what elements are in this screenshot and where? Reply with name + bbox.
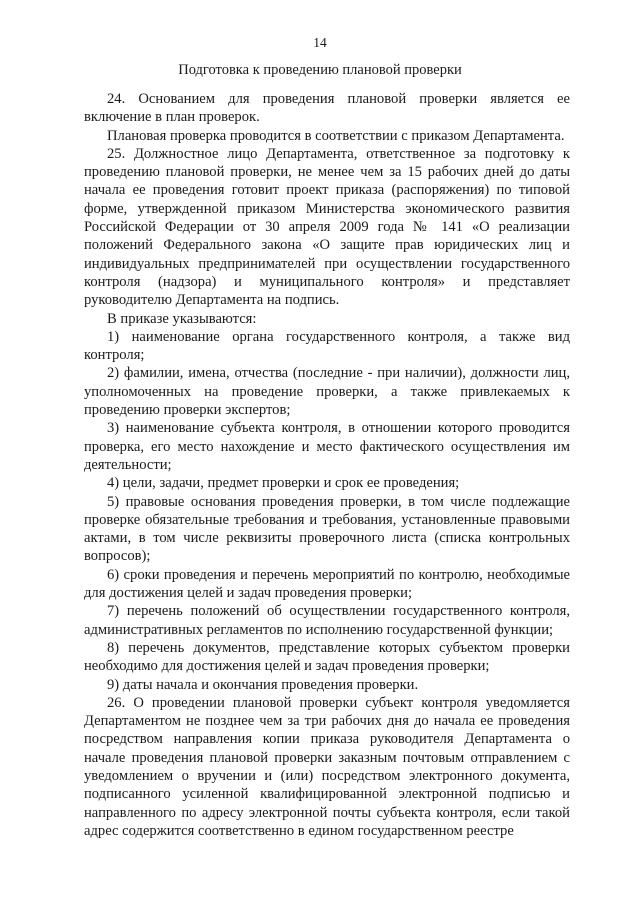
page-number: 14 xyxy=(313,35,327,50)
list-item: 5) правовые основания проведения проверки, в том числе подлежащие проверке обязательные требования и требования, установленные правовыми актами, в том числе реквизиты проверочного листа (списка контрольных вопросов); xyxy=(84,493,570,565)
paragraph: В приказе указываются: xyxy=(107,310,257,327)
list-item: 8) перечень документов, представление которых субъектом проверки необходимо для достижения целей и задач проведения проверки; xyxy=(84,639,570,675)
list-item: 7) перечень положений об осуществлении государственного контроля, административных регламентов по исполнению государственной функции; xyxy=(84,603,570,638)
list-item: 6) сроки проведения и перечень мероприятий по контролю, необходимые для достижения целей и задач проведения проверки; xyxy=(84,566,570,602)
document-body xyxy=(84,90,570,840)
list-item: 3) наименование субъекта контроля, в отношении которого проводится проверка, его место нахождение и место фактического осуществления им деятельности; xyxy=(84,420,570,473)
paragraph: 24. Основанием для проведения плановой проверки является ее включение в план проверок. xyxy=(84,91,570,126)
paragraph: 26. О проведении плановой проверки субъект контроля уведомляется Департаментом не позднее чем за три рабочих дня до начала ее проведения посредством направления копии приказа руководителя Департамента о начале проведения плановой проверки заказным почтовым отправлением с уведомлением о вручении и (или) посредством электронного документа, подписанного усиленной квалифицированной электронной подписью и направленного по адресу электронной почты субъекта контроля, если такой адрес содержится соответственно в едином государственном реестре xyxy=(84,694,570,839)
paragraph: Плановая проверка проводится в соответствии с приказом Департамента. xyxy=(107,127,565,144)
list-item: 4) цели, задачи, предмет проверки и срок ее проведения; xyxy=(107,475,460,492)
section-title: Подготовка к проведению плановой проверки xyxy=(178,62,462,78)
list-item: 1) наименование органа государственного контроля, а также вид контроля; xyxy=(84,328,570,364)
list-item: 9) даты начала и окончания проведения проверки. xyxy=(107,676,419,693)
paragraph: 25. Должностное лицо Департамента, ответственное за подготовку к проведению плановой проверки, не менее чем за 15 рабочих дней до даты начала ее проведения готовит проект приказа (распоряжения) по типовой форме, утвержденной приказом Министерства экономического развития Российской Федерации от 30 апреля 2009 года № 141 «О реализации положений Федерального закона «О защите прав юридических лиц и индивидуальных предпринимателей при осуществлении государственного контроля (надзора) и муниципального контроля» и представляет руководителю Департамента на подпись. xyxy=(84,145,570,309)
list-item: 2) фамилии, имена, отчества (последние - при наличии), должности лиц, уполномоченных на проведение проверки, а также привлекаемых к проведению проверки экспертов; xyxy=(84,365,570,419)
